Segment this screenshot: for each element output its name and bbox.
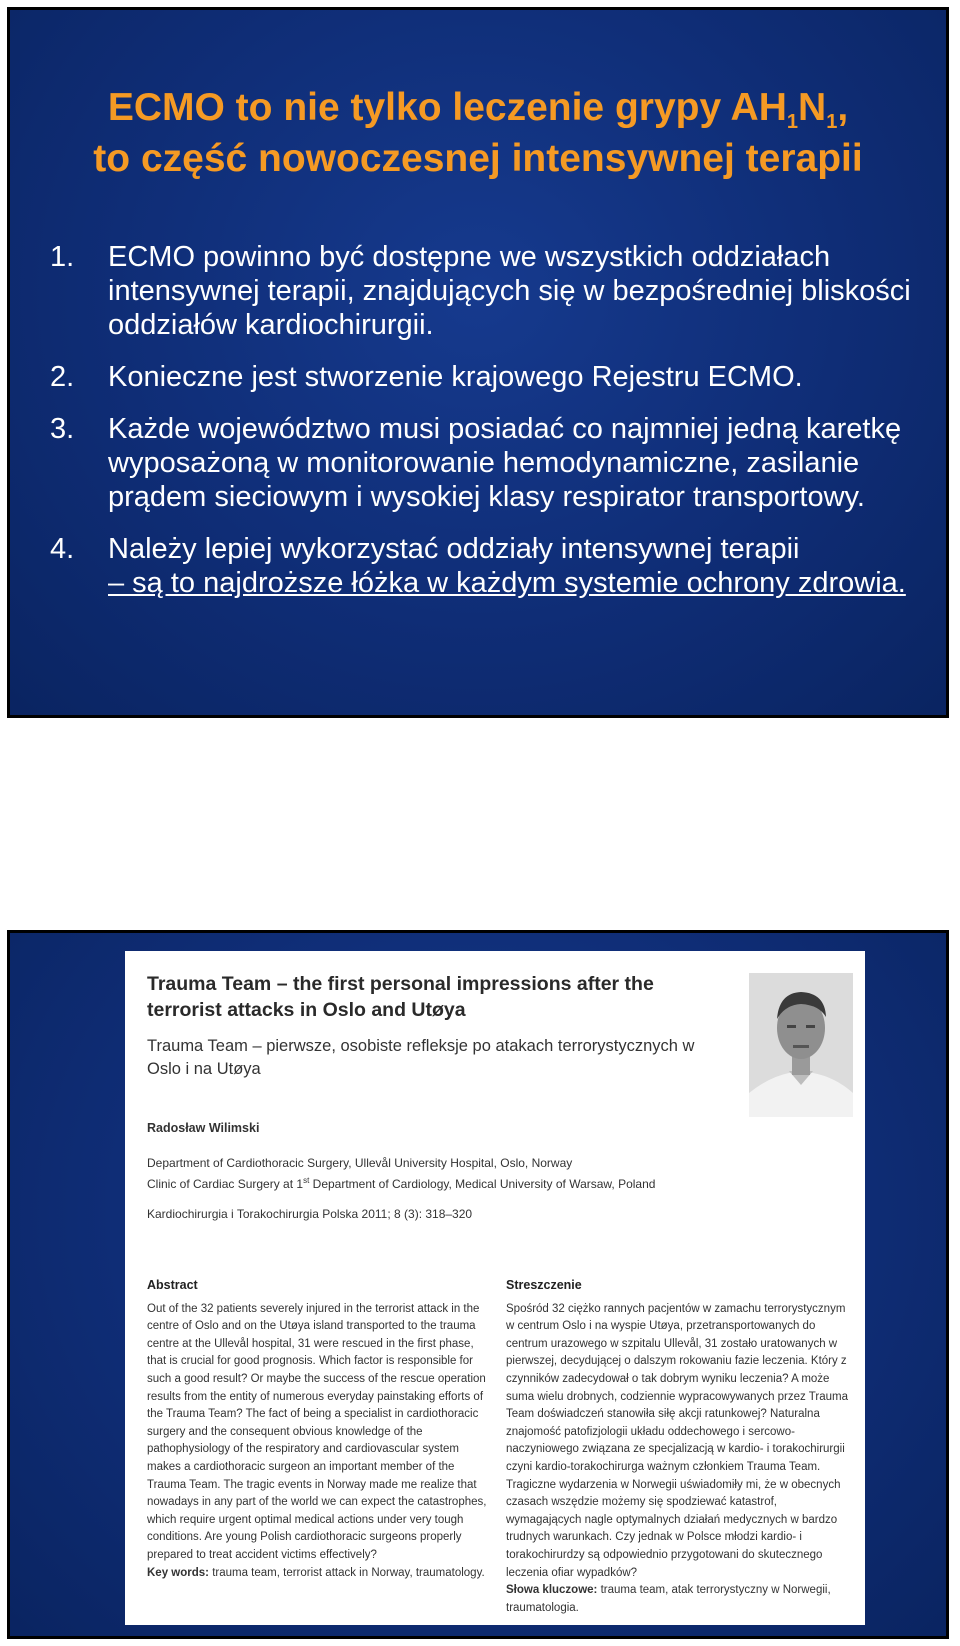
article-author: Radosław Wilimski xyxy=(147,1121,260,1135)
title-text: , xyxy=(837,86,849,129)
author-photo-image xyxy=(749,973,853,1117)
author-photo xyxy=(749,973,853,1117)
slide-ecmo xyxy=(7,7,949,718)
title-text: ECMO to nie tylko leczenie grypy AH xyxy=(107,86,787,129)
keywords xyxy=(147,1565,492,1583)
slowa-kluczowe-label: Słowa kluczowe: xyxy=(506,1584,598,1597)
article-subtitle: Trauma Team – pierwsze, osobiste refleksje po atakach terrorystycznych w Oslo i na Utøya xyxy=(147,1037,695,1078)
slide-title xyxy=(10,82,946,184)
list-text-underlined: – są to najdroższe łóżka w każdym systemie ochrony zdrowia. xyxy=(108,567,906,599)
list-item xyxy=(50,412,930,514)
list-text: Konieczne jest stworzenie krajowego Rejestru ECMO. xyxy=(108,361,803,393)
slide-paper xyxy=(7,930,949,1639)
list-text: ECMO powinno być dostępne we wszystkich oddziałach intensywnej terapii, znajdujących się w bezpośredniej bliskości oddziałów kardiochirurgii. xyxy=(108,241,911,341)
title-text: N xyxy=(798,86,827,129)
keywords-text: trauma team, terrorist attack in Norway, traumatology. xyxy=(209,1566,485,1579)
article-page xyxy=(125,951,865,1625)
affiliation-1: Department of Cardiothoracic Surgery, Ullevål University Hospital, Oslo, Norway xyxy=(147,1156,573,1170)
article-title: Trauma Team – the first personal impressions after the terrorist attacks in Oslo and Utøya xyxy=(147,973,654,1021)
title-subscript: 1 xyxy=(786,111,799,133)
journal-citation: Kardiochirurgia i Torakochirurgia Polska 2011; 8 (3): 318–320 xyxy=(147,1207,473,1221)
streszczenie-heading: Streszczenie xyxy=(506,1278,582,1292)
article-affiliations xyxy=(147,1155,707,1193)
title-line-2: to część nowoczesnej intensywnej terapii xyxy=(93,137,863,180)
list-number: 1. xyxy=(50,241,75,273)
abstract-column xyxy=(147,1277,492,1582)
affiliation-text: Department of Cardiology, Medical University of Warsaw, Poland xyxy=(309,1177,656,1191)
streszczenie-column xyxy=(506,1277,851,1617)
slowa-kluczowe xyxy=(506,1582,851,1617)
list-text xyxy=(108,532,930,600)
title-subscript: 1 xyxy=(826,111,838,133)
abstract-heading: Abstract xyxy=(147,1278,198,1292)
affiliation-text: Clinic of Cardiac Surgery at 1 xyxy=(147,1177,304,1191)
affiliation-sup: st xyxy=(303,1176,310,1185)
list-text-part: Należy lepiej wykorzystać oddziały intensywnej terapii xyxy=(108,533,800,565)
list-item xyxy=(50,360,930,394)
slowa-kluczowe-text: trauma team, atak terrorystyczny w Norwegii, traumatologia. xyxy=(506,1584,831,1614)
list-number: 3. xyxy=(50,413,75,445)
list-item xyxy=(50,240,930,342)
abstract-text: Out of the 32 patients severely injured in the terrorist attack in the centre of Oslo and on the Utøya island transported to the trauma centre at the Ullevål hospital, 31 were rescued in the first phase, that is crucial for good prognosis. Which factor is responsible for such a good result? Or maybe the success of the rescue operation results from the entity of numerous everyday painstaking efforts of the Trauma Team? The fact of being a specialist in cardiothoracic surgery and the consequent obvious knowledge of the pathophysiology of the respiratory and cardiovascular system makes a cardiothoracic surgeon an important member of the Trauma Team. The tragic events in Norway made me realize that nowadays in any part of the world we can expect the catastrophes, which require urgent optimal medical actions under very tough conditions. Are young Polish cardiothoracic surgeons properly prepared to treat accident victims effectively? xyxy=(147,1302,487,1561)
streszczenie-text: Spośród 32 ciężko rannych pacjentów w zamachu terrorystycznym w centrum Oslo i na wyspie Utøya, przetransportowanych do centrum urazowego w szpitalu Ullevål, 31 zostało uratowanych w pierwszej, decydującej o dalszym rokowaniu fazie leczenia. Który z czynników zadecydował o tak dobrym wyniku leczenia? A może suma wielu drobnych, codziennie wypracowywanych przez Trauma Team doświadczeń stanowiła siłę akcji ratunkowej? Naturalna znajomość patofizjologii układu oddechowego i sercowo-naczyniowego związana ze specjalizacją w kardio- i torakochirurgii czyni kardio-torakochirurga ważnym członkiem Trauma Team. Tragiczne wydarzenia w Norwegii uświadomiły mi, że w obecnych czasach wszędzie możemy się spodziewać katastrof, wymagających nagle optymalnych działań medycznych w bardzo trudnych warunkach. Czy jednak w Polsce młodzi kardio- i torakochirurdzy są odpowiednio przygotowani do skutecznego leczenia ofiar wypadków? xyxy=(506,1302,848,1579)
affiliation-2 xyxy=(147,1172,707,1193)
list-number: 2. xyxy=(50,361,75,393)
list-item xyxy=(50,532,930,600)
keywords-label: Key words: xyxy=(147,1566,209,1579)
numbered-list xyxy=(50,240,930,618)
list-number: 4. xyxy=(50,533,75,565)
list-text: Każde województwo musi posiadać co najmniej jedną karetkę wyposażoną w monitorowanie hemodynamiczne, zasilanie prądem sieciowym i wysokiej klasy respirator transportowy. xyxy=(108,413,902,513)
